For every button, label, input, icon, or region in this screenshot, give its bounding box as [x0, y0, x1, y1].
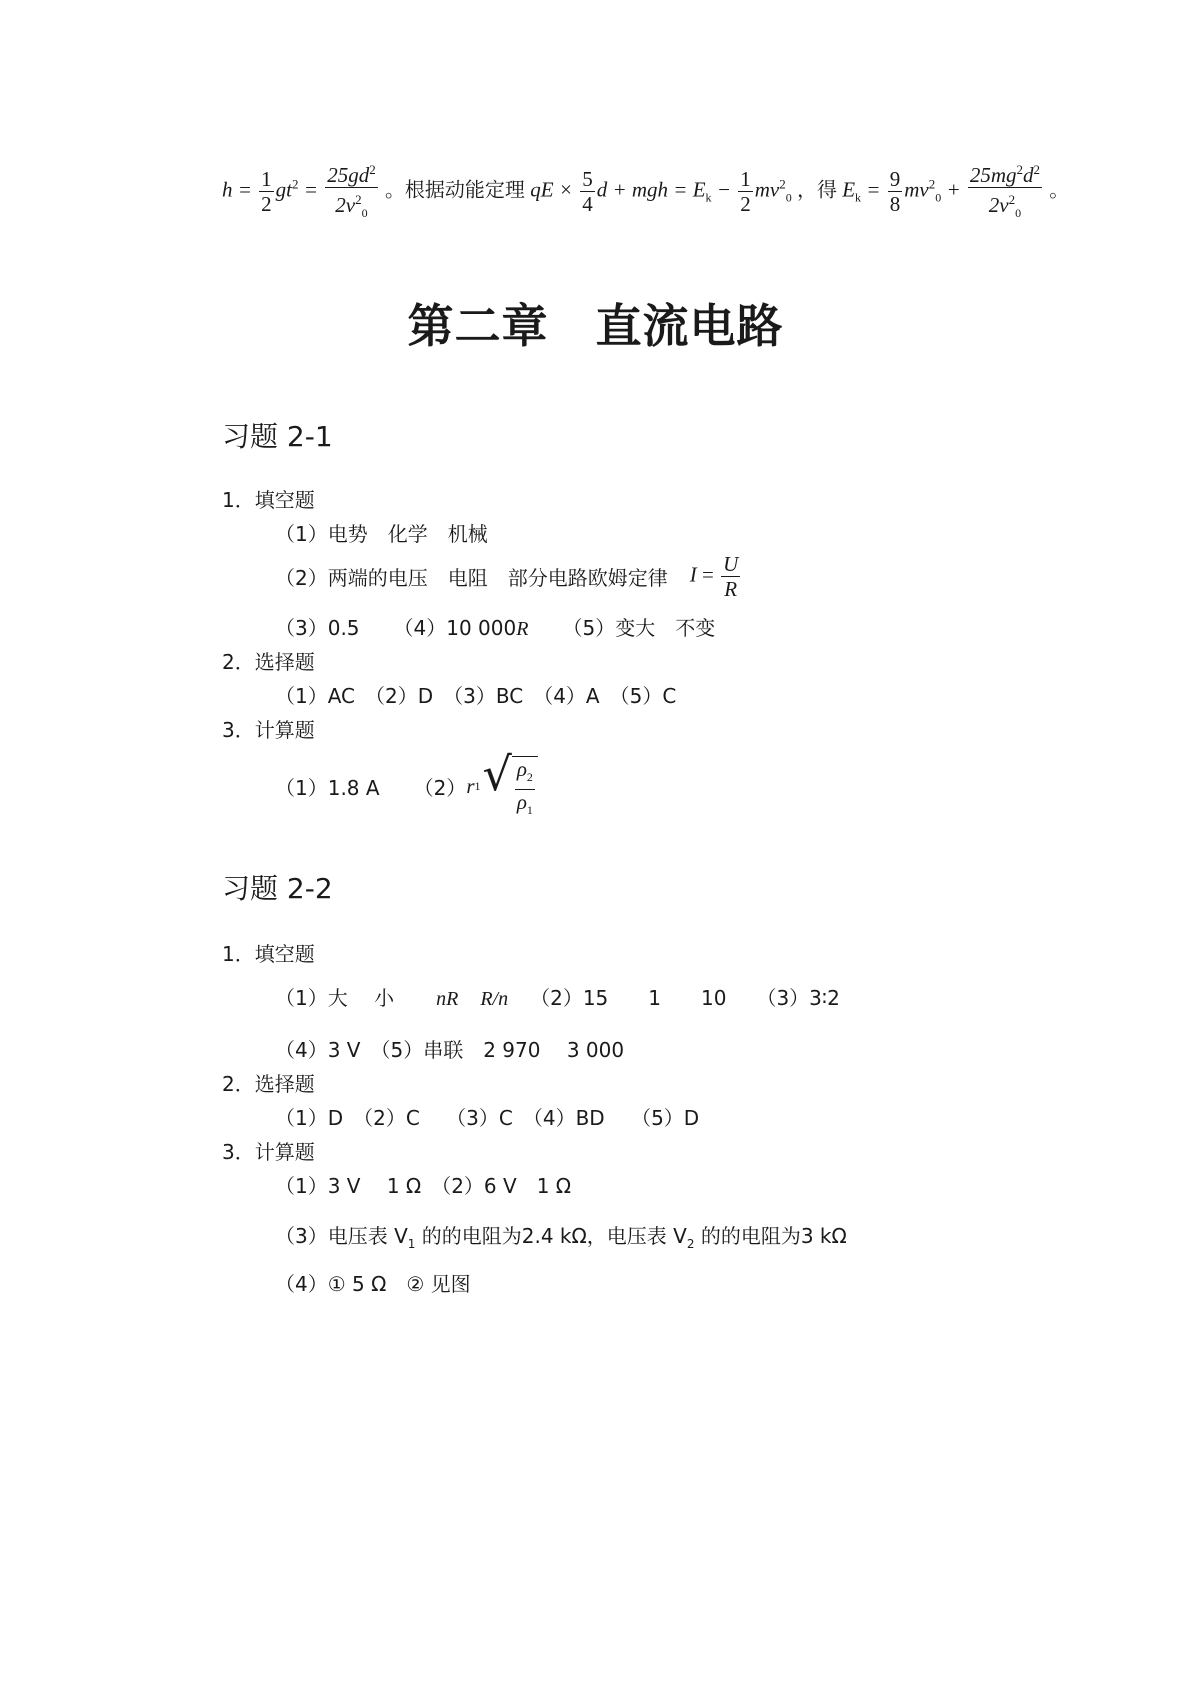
question-multiple-choice: 2．选择题: [222, 650, 315, 674]
answer-line: （1）大 小 nR R/n （2）15 1 10 （3）3∶2: [275, 986, 840, 1010]
answer-line: （2）两端的电压 电阻 部分电路欧姆定律 I = $\frac{U}{R}$: [275, 552, 739, 601]
section-title-2-1: 习题 2-1: [222, 420, 333, 453]
answer-line: （4）① 5 Ω ② 见图: [275, 1272, 471, 1296]
answer-line: （1）3 V 1 Ω （2）6 V 1 Ω: [275, 1174, 572, 1198]
top-formula: h = $\frac{1}{2}$ $gt^2$ = $\frac{25gd^2}{2v^2_0}$ 。根据动能定理 qE × $\frac{5}{4}$ d + mgh = $E_k$ − $\frac{1}{2}$ $mv^2_0$ ，得 $E_k$ = $\frac{9}{8}$ $mv^2_0$ + $\frac{25mg^2d^2}{2v^2_0}$ 。: [222, 158, 1069, 225]
answer-line: （1）电势 化学 机械: [275, 522, 488, 546]
chapter-title: 第二章 直流电路: [407, 299, 784, 353]
answer-line: （4）3 V （5）串联 2 970 3 000: [275, 1038, 625, 1062]
answer-line: （3）电压表 $V_1$ 的的电阻为2.4 kΩ，电压表 $V_2$ 的的电阻为3 kΩ: [275, 1224, 847, 1251]
answer-line: （3）0.5 （4）10 000R （5）变大 不变: [275, 616, 716, 640]
answer-line: （1）AC （2）D （3）BC （4）A （5）C: [275, 684, 677, 708]
formula-h: h =: [222, 177, 252, 202]
question-fill-blank: 1．填空题: [222, 488, 315, 512]
sqrt-icon: √ $\frac{\rho_2}{\rho_1}$: [483, 750, 538, 822]
formula-text-1: 。根据动能定理: [384, 177, 525, 202]
question-fill-blank: 1．填空题: [222, 942, 315, 966]
question-calculation: 3．计算题: [222, 718, 315, 742]
formula-text-2: ，得: [796, 177, 837, 202]
section-title-2-2: 习题 2-2: [222, 872, 333, 905]
fraction-25gd2: $\frac{25gd^2}{2v^2_0}$: [325, 158, 378, 225]
fraction-half: $\frac{1}{2}$: [261, 167, 272, 217]
question-multiple-choice: 2．选择题: [222, 1072, 315, 1096]
answer-line: （1）D （2）C （3）C （4）BD （5）D: [275, 1106, 700, 1130]
answer-line: （1）1.8 A （2） r 1 √ $\frac{\rho_2}{\rho_1}$: [275, 750, 538, 822]
question-calculation: 3．计算题: [222, 1140, 315, 1164]
